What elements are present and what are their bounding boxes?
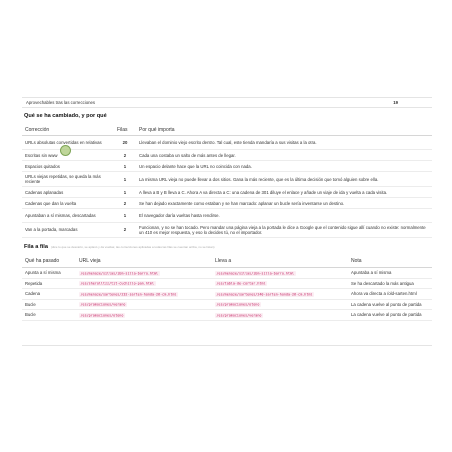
table-row xyxy=(22,136,432,150)
col-header-fix: Corrección xyxy=(22,125,114,136)
old-url-code: /es/promociones/verano xyxy=(80,302,126,307)
why-cell: Funcionan, y no se han tocado. Pero mandar una página vieja a la portada le dice a Google que el contenido sigue allí cuando no existe: normalmente un 410 es mejor respuesta, y eso lo decides tú, no el importador. xyxy=(136,223,432,238)
why-cell: A lleva a B y B lleva a C. Ahora A va directa a C: una cadena de 301 diluye el enlace y añade un viaje de ida y vuelta a cada visita. xyxy=(136,187,432,198)
fila-heading xyxy=(24,244,432,251)
table-row xyxy=(22,310,432,321)
fila-header-row xyxy=(22,255,432,268)
summary-label: Aprovechables tras las correcciones xyxy=(26,99,96,105)
col-header-old-url: URL vieja xyxy=(76,255,212,268)
why-cell: Un espacio delante hace que la URL no coincida con nada. xyxy=(136,161,432,172)
fix-cell: Espacios quitados xyxy=(22,161,114,172)
note-cell: La cadena vuelve al punto de partida xyxy=(348,310,432,321)
fix-cell: Cadenas que dan la vuelta xyxy=(22,198,114,209)
why-cell: El navegador daría vueltas hasta rendirse. xyxy=(136,209,432,223)
fila-table xyxy=(22,255,432,321)
target-url-code: /es/menaje/sartenes/240-sarten-honda-26-cm.html xyxy=(216,292,313,297)
col-header-why: Por qué importa xyxy=(136,125,432,136)
col-header-rows: Filas xyxy=(114,125,136,136)
note-cell: Se ha descartado la más antigua xyxy=(348,278,432,289)
note-cell: Apuntaba a sí misma xyxy=(348,268,432,279)
fila-description: (dice lo que se descartó, se aplanó y da vueltas; las correcciones aplicadas a todas las filas se cuentan arriba, no se listan) xyxy=(50,244,215,249)
report-panel xyxy=(22,97,432,321)
rows-cell: 1 xyxy=(114,209,136,223)
old-url-code: /es/promociones/otono xyxy=(80,313,124,318)
fix-cell: Cadenas aplanadas xyxy=(22,187,114,198)
table-row xyxy=(22,278,432,289)
summary-value: 19 xyxy=(393,99,398,105)
fix-cell: URLs absolutas convertidas en relativas xyxy=(22,136,114,150)
col-header-target: Lleva a xyxy=(212,255,348,268)
divider xyxy=(22,345,432,346)
why-cell: Se han dejado exactamente como estaban y se han marcado: aplanar un bucle sería inventarse un destino. xyxy=(136,198,432,209)
summary-row xyxy=(22,97,432,108)
rows-cell: 20 xyxy=(114,136,136,150)
table-row xyxy=(22,299,432,310)
rows-cell: 1 xyxy=(114,187,136,198)
why-cell: Llevaban el dominio viejo escrito dentro. Tal cual, este tienda mandaría a sus visitas a la otra. xyxy=(136,136,432,150)
what-cell: Apunta a sí misma xyxy=(22,268,76,279)
what-cell: Cadena xyxy=(22,289,76,300)
rows-cell: 1 xyxy=(114,161,136,172)
fila-title: Fila a fila xyxy=(24,243,48,250)
what-cell: Bucle xyxy=(22,299,76,310)
table-row xyxy=(22,268,432,279)
rows-cell: 1 xyxy=(114,172,136,187)
note-cell: La cadena vuelve al punto de partida xyxy=(348,299,432,310)
target-url-code: /es/menaje/sillas/ibm-silla-barro.html xyxy=(216,271,295,276)
table-row xyxy=(22,150,432,161)
table-row xyxy=(22,289,432,300)
table-row xyxy=(22,209,432,223)
rows-cell: 2 xyxy=(114,223,136,238)
table-row xyxy=(22,187,432,198)
target-url-code: /es/promociones/otono xyxy=(216,302,260,307)
what-cell: Repetida xyxy=(22,278,76,289)
old-url-code: /es/menaje/sillas/ibm-silla-barro.html xyxy=(80,271,159,276)
note-cell: Ahora va directa a /old-sarten.html xyxy=(348,289,432,300)
fix-cell: Escritas sin www xyxy=(22,150,114,161)
old-url-code: /es/menaje/sartenes/232-sarten-honda-26-cm.html xyxy=(80,292,177,297)
mouse-cursor-indicator xyxy=(60,145,71,156)
table-row xyxy=(22,198,432,209)
rows-cell: 2 xyxy=(114,150,136,161)
col-header-note: Nota xyxy=(348,255,432,268)
fix-cell: URLs viejas repetidas, se queda la más reciente xyxy=(22,172,114,187)
rows-cell: 2 xyxy=(114,198,136,209)
changes-header-row xyxy=(22,125,432,136)
changes-title: Qué se ha cambiado, y por qué xyxy=(24,113,107,119)
changes-table xyxy=(22,125,432,238)
fix-cell: Van a la portada, marcadas xyxy=(22,223,114,238)
old-url-code: /es/sherolltzz/tit-cuchillo-pan.html xyxy=(80,281,154,286)
why-cell: Cada una costaba un salto de más antes de llegar. xyxy=(136,150,432,161)
why-cell: La misma URL vieja no puede llevar a dos sitios. Gana la más reciente, que es la última decisión que tomó alguien sobre ella. xyxy=(136,172,432,187)
table-row xyxy=(22,172,432,187)
target-url-code: /es/promociones/verano xyxy=(216,313,262,318)
col-header-what: Qué ha pasado xyxy=(22,255,76,268)
table-row xyxy=(22,223,432,238)
fix-cell: Apuntaban a sí mismas, descartadas xyxy=(22,209,114,223)
table-row xyxy=(22,161,432,172)
target-url-code: /es/tabla-de-cortar.html xyxy=(216,281,266,286)
what-cell: Bucle xyxy=(22,310,76,321)
